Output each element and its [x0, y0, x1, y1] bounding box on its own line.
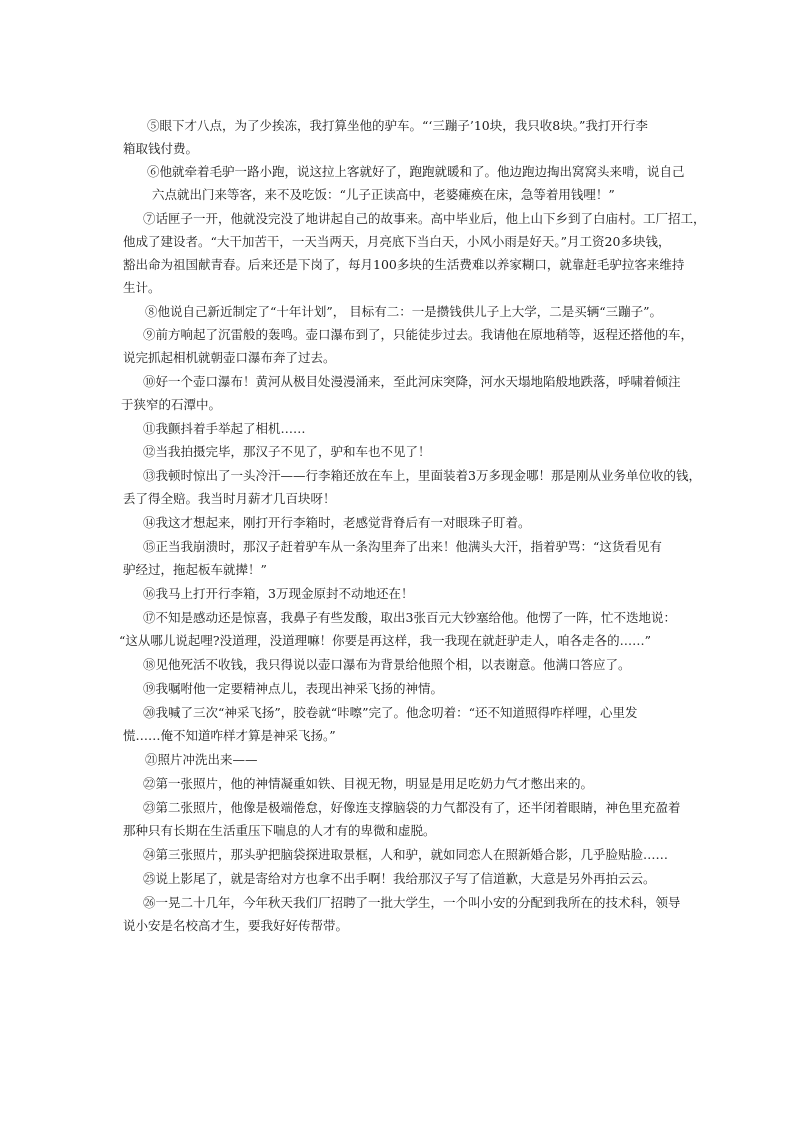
- text-line: 箱取钱付费。: [123, 141, 199, 156]
- text-line: 说小安是名校高才生，要我好好传帮带。: [123, 918, 349, 933]
- text-line: ⑫当我拍摄完毕，那汉子不见了，驴和车也不见了！: [143, 444, 431, 459]
- text-line: 六点就出门来等客，来不及吃饭：“儿子正读高中，老婆瘫痪在床，急等着用钱哩！”: [152, 187, 615, 202]
- text-line: ⑲我嘱咐他一定要精神点儿，表现出神采飞扬的神情。: [143, 681, 444, 696]
- text-line: ⑩好一个壶口瀑布！黄河从极目处漫漫涌来，至此河床突降，河水天塌地陷般地跌落，呼啸着倾注: [143, 374, 681, 389]
- text-line: 慌……俺不知道咋样才算是神采飞扬。”: [123, 728, 336, 743]
- text-line: ⑧他说自己新近制定了“十年计划”， 目标有二：一是攒钱供儿子上大学，二是买辆“三蹦子”。: [145, 304, 663, 319]
- text-line: 驴经过，拖起板车就撵！”: [123, 562, 267, 577]
- text-line: “这从哪儿说起哩?没道理，没道理嘛！你要是再这样，我一我现在就赶驴走人，咱各走各的……”: [119, 633, 651, 648]
- text-line: 生计。: [123, 280, 161, 295]
- text-line: ⑱见他死活不收钱，我只得说以壶口瀑布为背景给他照个相，以表谢意。他满口答应了。: [143, 657, 631, 672]
- text-line: 说完抓起相机就朝壶口瀑布奔了过去。: [123, 350, 336, 365]
- text-line: ㉑照片冲洗出来——: [145, 752, 258, 767]
- text-line: ⑰不知是感动还是惊喜，我鼻子有些发酸，取出3张百元大钞塞给他。他愣了一阵，忙不迭地说：: [143, 610, 676, 625]
- text-line: ㉓第二张照片，他像是极端倦怠，好像连支撑脑袋的力气都没有了，还半闭着眼睛，神色里充盈着: [143, 800, 681, 815]
- text-line: 丢了得全赔。我当时月薪才几百块呀！: [123, 491, 336, 506]
- text-line: ⑦话匣子一开，他就没完没了地讲起自己的故事来。高中毕业后，他上山下乡到了白庙村。工厂招工，: [143, 211, 706, 226]
- text-line: ㉒第一张照片，他的神情凝重如铁、目视无物，明显是用足吃奶力气才憋出来的。: [143, 776, 594, 791]
- text-line: 那种只有长期在生活重压下喘息的人才有的卑微和虚脱。: [123, 823, 436, 838]
- text-line: ⑳我喊了三次“神采飞扬”，胶卷就“咔嚓”完了。他念叨着：“还不知道照得咋样哩，心里发: [143, 705, 638, 720]
- text-line: ⑤眼下才八点，为了少挨冻，我打算坐他的驴车。“‘三蹦子’10块，我只收8块。”我打开行李: [147, 118, 648, 133]
- text-line: ⑯我马上打开行李箱，3万现金原封不动地还在！: [143, 586, 414, 601]
- text-line: ㉕说上影尾了，就是寄给对方也拿不出手啊！我给那汉子写了信道歉，大意是另外再拍云云。: [143, 871, 656, 886]
- text-line: ⑮正当我崩溃时，那汉子赶着驴车从一条沟里奔了出来！他满头大汗，指着驴骂：“这货看见有: [143, 539, 662, 554]
- text-line: ⑬我顿时惊出了一头冷汗——行李箱还放在车上，里面装着3万多现金哪！那是刚从业务单位收的钱，: [143, 468, 701, 483]
- text-line: ⑪我颤抖着手举起了相机……: [143, 421, 306, 436]
- text-line: ⑨前方响起了沉雷般的轰鸣。壶口瀑布到了，只能徒步过去。我请他在原地稍等，返程还搭他的车，: [143, 327, 694, 342]
- text-line: ⑥他就牵着毛驴一路小跑，说这拉上客就好了，跑跑就暖和了。他边跑边掏出窝窝头来啃，说自己: [147, 164, 685, 179]
- text-line: 于狭窄的石潭中。: [121, 397, 222, 412]
- text-line: ㉔第三张照片，那头驴把脑袋探进取景框，人和驴，就如同恋人在照新婚合影，几乎脸贴脸……: [143, 847, 669, 862]
- text-line: 他成了建设者。“大干加苦干，一天当两天，月亮底下当白天，小风小雨是好天。”月工资20多块钱，: [123, 234, 671, 249]
- text-line: ㉖一晃二十几年，今年秋天我们厂招聘了一批大学生，一个叫小安的分配到我所在的技术科，领导: [143, 895, 681, 910]
- text-line: 豁出命为祖国献青春。后来还是下岗了，每月100多块的生活费难以养家糊口，就靠赶毛驴拉客来维持: [123, 257, 685, 272]
- text-line: ⑭我这才想起来，刚打开行李箱时，老感觉背脊后有一对眼珠子盯着。: [143, 515, 531, 530]
